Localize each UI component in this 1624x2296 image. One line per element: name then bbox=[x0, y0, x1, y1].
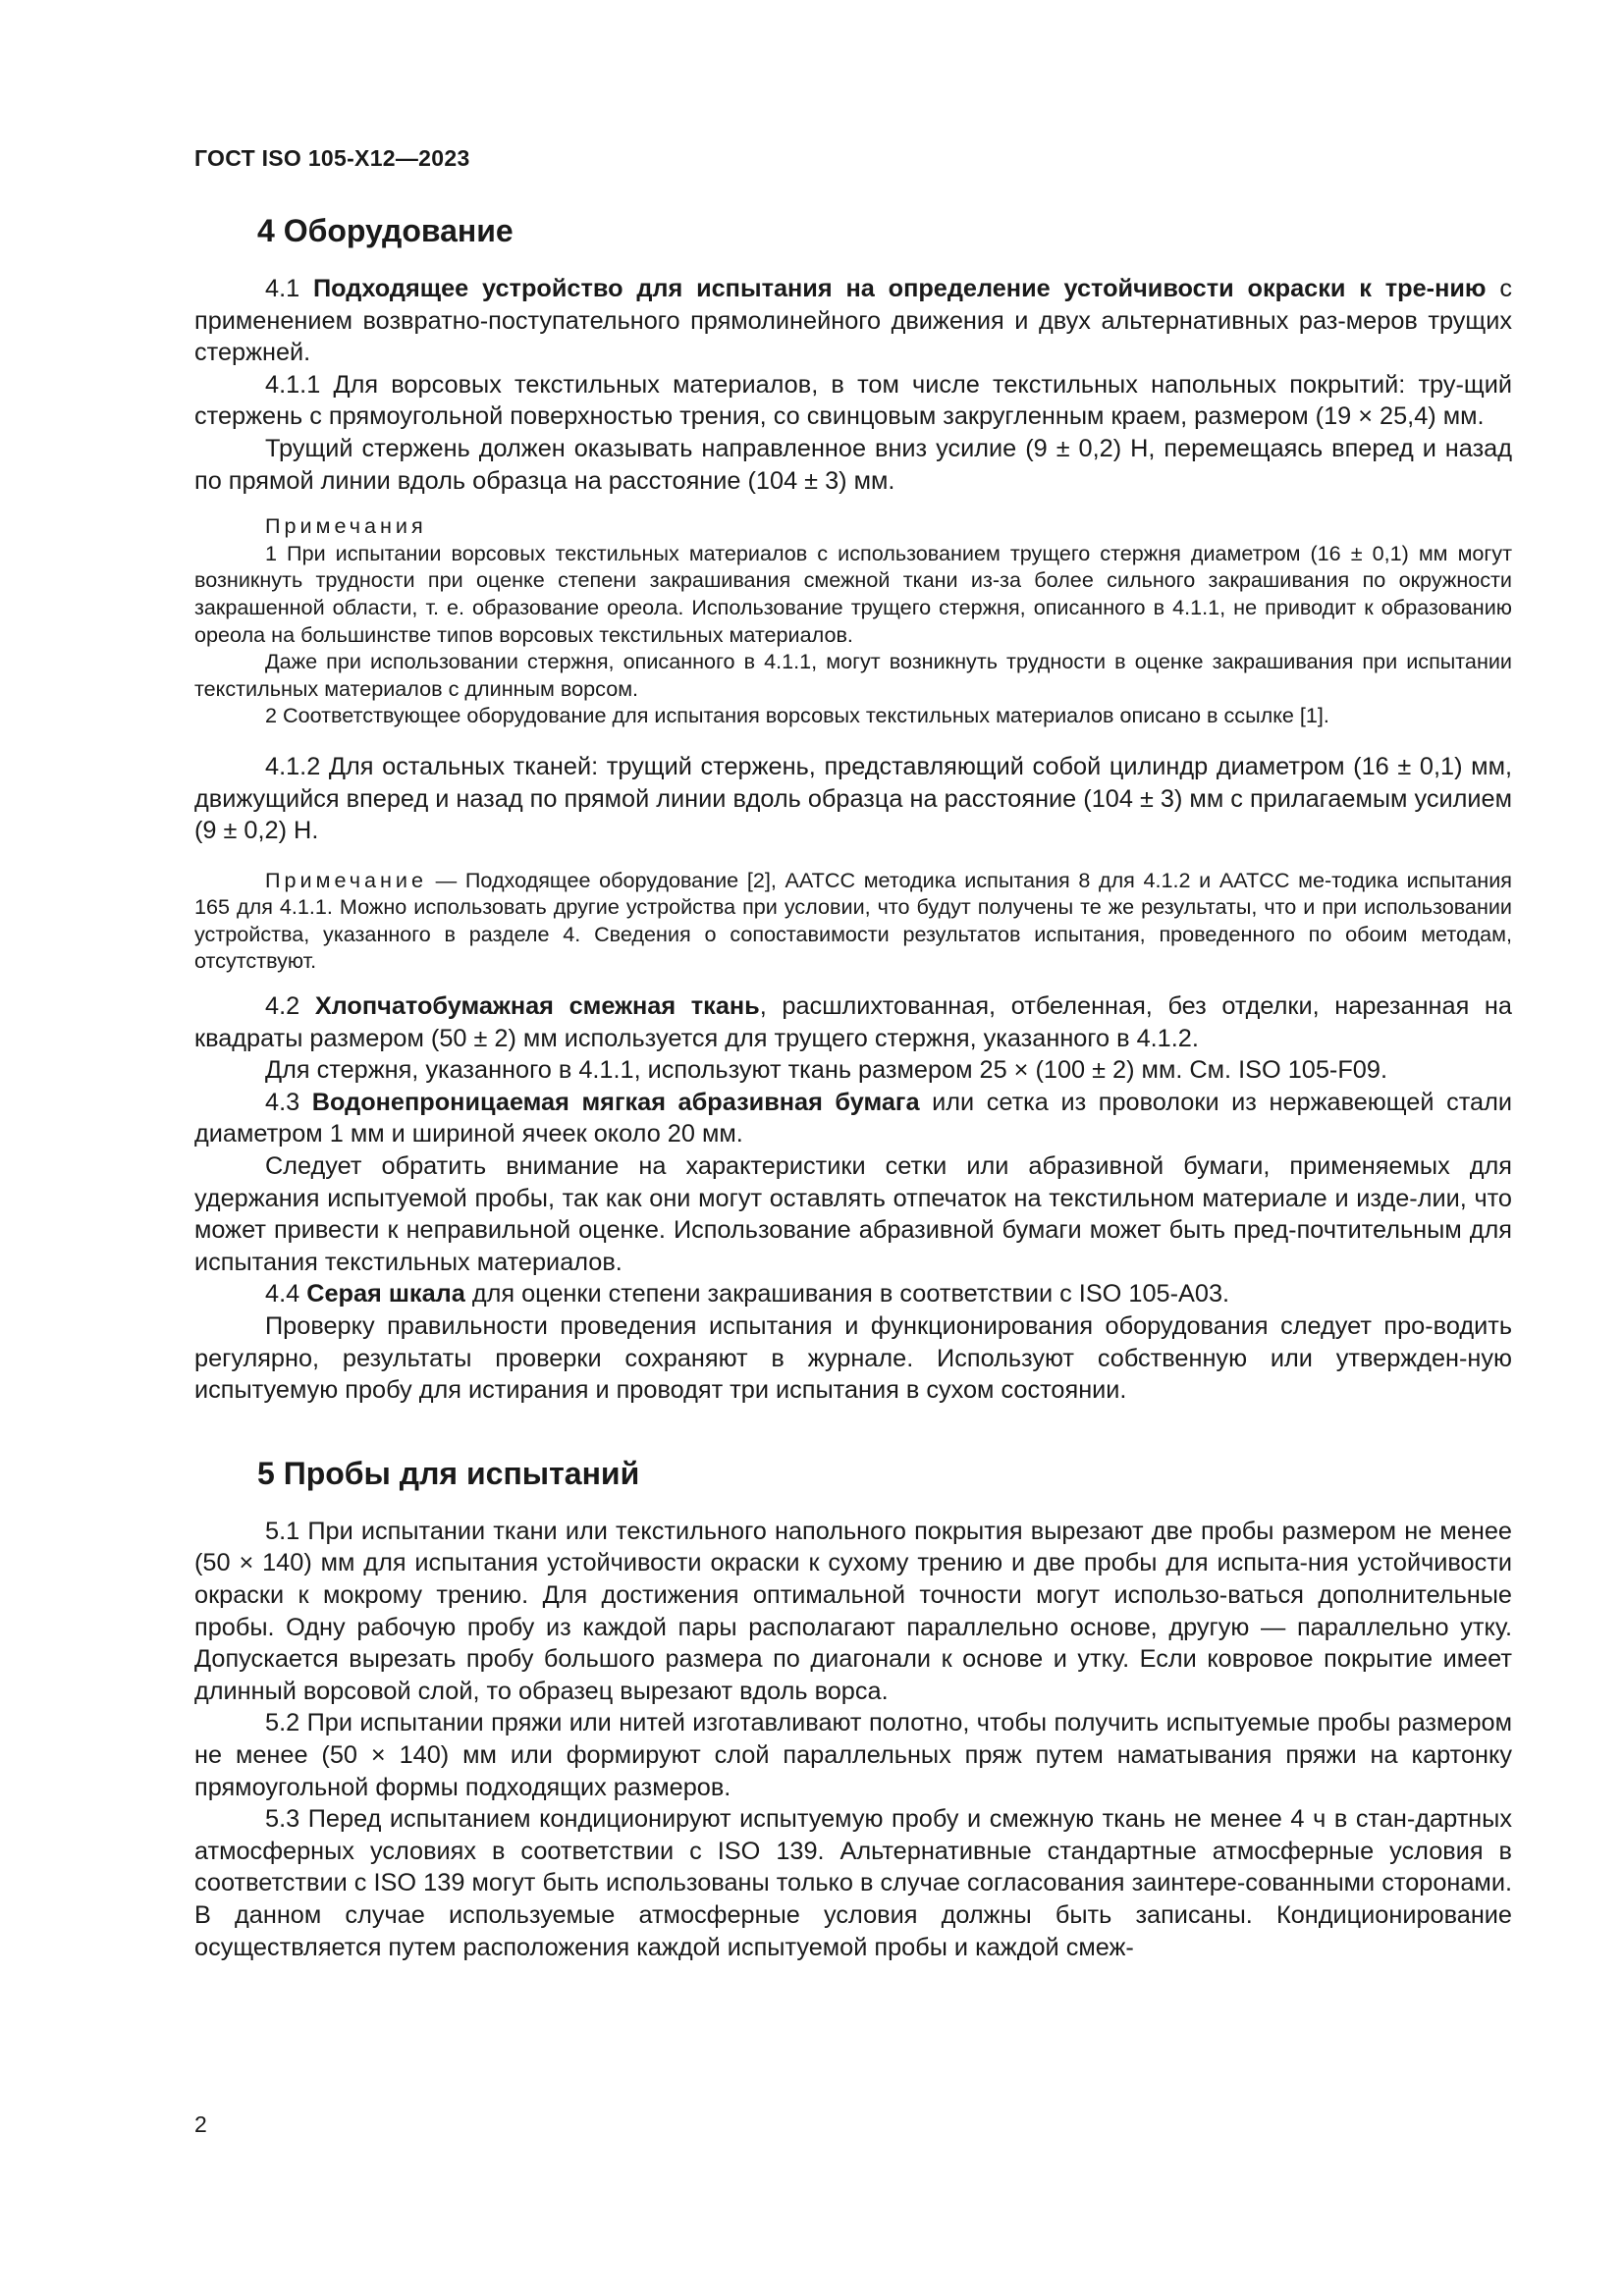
paragraph-4-4-continued: Проверку правильности проведения испытания и функционирования оборудования следует про-водить регулярно, результаты проверки сохраняют в журнале. Используют собственную или утвержден-ную испытуемую пробу для истирания и проводят три испытания в сухом состоянии. bbox=[194, 1312, 1512, 1405]
note-1-continued: Даже при использовании стержня, описанного в 4.1.1, могут возникнуть трудности в оценке закрашивания при испытании текстильных материалов с длинным ворсом. bbox=[194, 649, 1512, 701]
notes-title-text: Примечания bbox=[265, 513, 427, 539]
paragraph-4-3 bbox=[194, 1087, 1512, 1150]
paragraph-5-1: 5.1 При испытании ткани или текстильного напольного покрытия вырезают две пробы размером не менее (50 × 140) мм для испытания устойчивости окраски к сухому трению и две пробы для испыта-ния устойчивости окраски к мокрому трению. Для достижения оптимальной точности могут использо-ваться дополнительные пробы. Одну рабочую пробу из каждой пары располагают параллельно основе, другую — параллельно утку. Допускается вырезать пробу большого размера по диагонали к основе и утку. Если ковровое покрытие имеет длинный ворсовой слой, то образец вырезают вдоль ворса. bbox=[194, 1517, 1512, 1705]
paragraph-4-4 bbox=[194, 1278, 1512, 1310]
paragraph-5-2: 5.2 При испытании пряжи или нитей изготавливают полотно, чтобы получить испытуемые пробы размером не менее (50 × 140) мм или формируют слой параллельных пряж путем наматывания пряжи на картонку прямоугольной формы подходящих размеров. bbox=[194, 1709, 1512, 1801]
paragraph-5-3: 5.3 Перед испытанием кондиционируют испытуемую пробу и смежную ткань не менее 4 ч в стан-дартных атмосферных условиях в соответствии с ISO 139. Альтернативные стандартные атмосферные условия в соответствии с ISO 139 могут быть использованы только в случае согласования заинтере-сованными сторонами. В данном случае используемые атмосферные условия должны быть записаны. Кондиционирование осуществляется путем расположения каждой испытуемой пробы и каждой смеж- bbox=[194, 1805, 1512, 1961]
document-header: ГОСТ ISO 105-X12—2023 bbox=[194, 145, 470, 171]
paragraph-4-3-continued: Следует обратить внимание на характеристики сетки или абразивной бумаги, применяемых для удержания испытуемой пробы, так как они могут оставлять отпечаток на текстильном материале и изде-лии, что может привести к неправильной оценке. Использование абразивной бумаги может быть пред-почтительным для испытания текстильных материалов. bbox=[194, 1152, 1512, 1276]
paragraph-text: для оценки степени закрашивания в соответствии с ISO 105-A03. bbox=[464, 1280, 1230, 1308]
paragraph-number: 4.4 bbox=[265, 1280, 307, 1308]
term-bold: Подходящее устройство для испытания на определение устойчивости окраски к тре-нию bbox=[313, 275, 1487, 302]
term-bold: Хлопчатобумажная смежная ткань bbox=[314, 992, 760, 1021]
paragraph-4-1 bbox=[194, 273, 1512, 369]
note-2: 2 Соответствующее оборудование для испытания ворсовых текстильных материалов описано в ссылке [1]. bbox=[265, 703, 1329, 728]
notes-title bbox=[194, 512, 1512, 540]
paragraph-4-2 bbox=[194, 990, 1512, 1054]
paragraph-number: 4.3 bbox=[265, 1088, 312, 1116]
page-number: 2 bbox=[194, 2111, 207, 2137]
section-5-title: 5 Пробы для испытаний bbox=[257, 1455, 640, 1491]
note-label: Примечание bbox=[265, 867, 427, 892]
page-content bbox=[194, 145, 1512, 1963]
section-4-title: 4 Оборудование bbox=[257, 213, 514, 248]
term-bold: Водонепроницаемая мягкая абразивная бумага bbox=[311, 1088, 920, 1116]
paragraph-text: с применением возвратно-поступательного прямолинейного движения и двух альтернативных раз-меров трущих стержней. bbox=[194, 275, 1512, 367]
paragraph-4-1-1: 4.1.1 Для ворсовых текстильных материалов, в том числе текстильных напольных покрытий: тру-щий стержень с прямоугольной поверхностью трения, со свинцовым закругленным краем, размером (19 × 25,4) мм. bbox=[194, 370, 1512, 431]
paragraph-4-2-continued: Для стержня, указанного в 4.1.1, используют ткань размером 25 × (100 ± 2) мм. См. ISO 105-F09. bbox=[265, 1056, 1387, 1085]
paragraph-4-1-2: 4.1.2 Для остальных тканей: трущий стержень, представляющий собой цилиндр диаметром (16 ± 0,1) мм, движущийся вперед и назад по прямой линии вдоль образца на расстояние (104 ± 3) мм с прилагаемым усилием (9 ± 0,2) Н. bbox=[194, 752, 1512, 845]
paragraph-text: или сетка из проволоки из нержавеющей стали диаметром 1 мм и шириной ячеек около 20 мм. bbox=[194, 1088, 1512, 1148]
notes-block bbox=[194, 512, 1512, 729]
paragraph-text: , расшлихтованная, отбеленная, без отделки, нарезанная на квадраты размером (50 ± 2) мм используется для трущего стержня, указанного в 4.1.2. bbox=[194, 992, 1512, 1052]
note-text: — Подходящее оборудование [2], AATCC методика испытания 8 для 4.1.2 и AATCC ме-тодика испытания 165 для 4.1.1. Можно использовать другие устройства при условии, что будут получены те же результаты, что и при использовании устройства, указанного в разделе 4. Сведения о сопоставимости результатов испытания, проведенного по обоим методам, отсутствуют. bbox=[194, 867, 1512, 974]
note-1: 1 При испытании ворсовых текстильных материалов с использованием трущего стержня диаметром (16 ± 0,1) мм могут возникнуть трудности при оценке степени закрашивания смежной ткани из-за более сильного закрашивания по окружности закрашенной области, т. е. образование ореола. Использование трущего стержня, описанного в 4.1.1, не приводит к образованию ореола на большинстве типов ворсовых текстильных материалов. bbox=[194, 540, 1512, 647]
paragraph-number: 4.1 bbox=[265, 275, 313, 302]
paragraph-number: 4.2 bbox=[265, 992, 315, 1021]
note-single bbox=[194, 867, 1512, 975]
paragraph-4-1-1-continued: Трущий стержень должен оказывать направленное вниз усилие (9 ± 0,2) Н, перемещаясь вперед и назад по прямой линии вдоль образца на расстояние (104 ± 3) мм. bbox=[194, 434, 1512, 495]
term-bold: Серая шкала bbox=[306, 1280, 465, 1308]
